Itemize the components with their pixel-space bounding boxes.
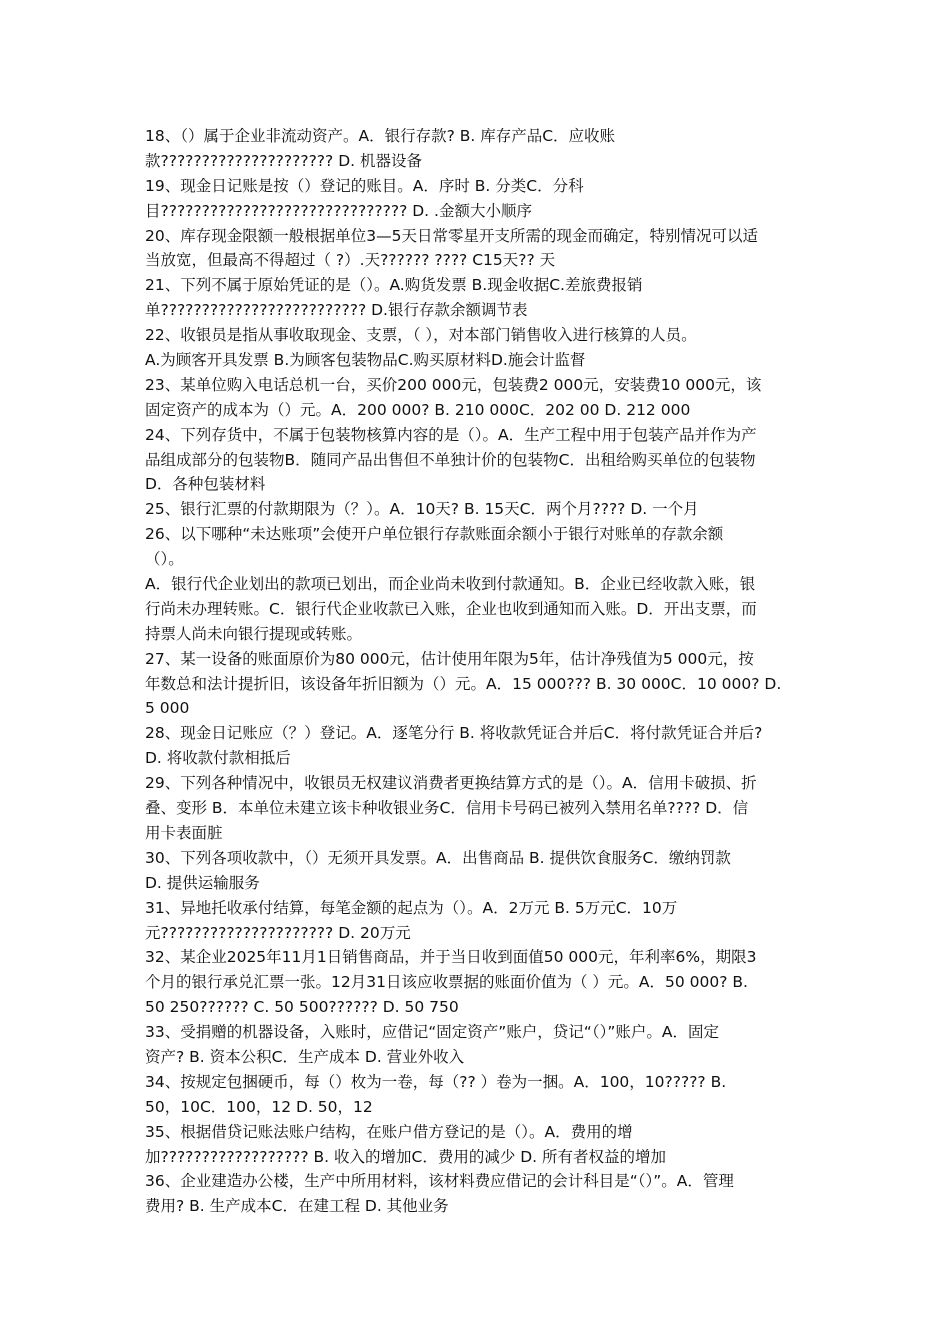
text-line: 24、下列存货中，不属于包装物核算内容的是（）。A．生产工程中用于包装产品并作为产	[145, 425, 757, 444]
text-line: 持票人尚未向银行提现或转账。	[145, 624, 363, 643]
text-line: A.为顾客开具发票 B.为顾客包装物品C.购买原材料D.施会计监督	[145, 351, 586, 370]
text-line: 当放宽，但最高不得超过（ ?）.天?????? ???? C15天?? 天	[145, 251, 556, 270]
text-line: 5 000	[145, 699, 190, 718]
text-line: 21、下列不属于原始凭证的是（）。A.购货发票 B.现金收据C.差旅费报销	[145, 276, 643, 295]
text-line: 20、库存现金限额一般根据单位3—5天日常零星开支所需的现金而确定，特别情况可以适	[145, 226, 758, 245]
text-line: 个月的银行承兑汇票一张。12月31日该应收票据的账面价值为（ ）元。A．50 000? B.	[145, 973, 748, 992]
text-line: 18、（）属于企业非流动资产。A．银行存款? B. 库存产品C．应收账	[145, 127, 616, 145]
text-line: 资产? B. 资本公积C．生产成本 D. 营业外收入	[145, 1047, 465, 1066]
question-list	[145, 124, 817, 1219]
text-line: 元????????????????????? D. 20万元	[145, 923, 411, 942]
text-line: 单????????????????????????? D.银行存款余额调节表	[145, 301, 528, 320]
text-line: A．银行代企业划出的款项已划出，而企业尚未收到付款通知。B．企业已经收款入账，银	[145, 575, 756, 594]
text-line: 31、异地托收承付结算，每笔金额的起点为（）。A．2万元 B. 5万元C．10万	[145, 898, 678, 917]
text-line: 固定资产的成本为（）元。A．200 000? B. 210 000C．202 00 D. 212 000	[145, 400, 691, 419]
text-line: 费用? B. 生产成本C．在建工程 D. 其他业务	[145, 1197, 449, 1216]
text-line: 28、现金日记账应（？）登记。A．逐笔分行 B. 将收款凭证合并后C．将付款凭证合并后?	[145, 724, 763, 743]
text-line: 26、以下哪种“未达账项”会使开户单位银行存款账面余额小于银行对账单的存款余额	[145, 525, 724, 544]
text-line: 19、现金日记账是按（）登记的账目。A．序时 B. 分类C．分科	[145, 176, 584, 195]
text-line: 22、收银员是指从事收取现金、支票，（ ），对本部门销售收入进行核算的人员。	[145, 326, 697, 345]
text-line: 30、下列各项收款中，（）无须开具发票。A．出售商品 B. 提供饮食服务C．缴纳罚款	[145, 848, 731, 867]
text-line: 23、某单位购入电话总机一台，买价200 000元，包装费2 000元，安装费10 000元，该	[145, 375, 762, 394]
text-line: 年数总和法计提折旧，该设备年折旧额为（）元。A．15 000??? B. 30 000C．10 000? D.	[145, 674, 782, 693]
text-line: （）。	[145, 550, 184, 569]
text-line: 50，10C．100，12 D. 50，12	[145, 1097, 373, 1116]
text-line: 35、根据借贷记账法账户结构，在账户借方登记的是（）。A．费用的增	[145, 1122, 633, 1141]
text-line: 用卡表面脏	[145, 823, 223, 842]
text-line: 品组成部分的包装物B．随同产品出售但不单独计价的包装物C．出租给购买单位的包装物	[145, 450, 756, 469]
text-line: D. 提供运输服务	[145, 873, 260, 892]
text-line: 27、某一设备的账面原价为80 000元，估计使用年限为5年，估计净残值为5 000元，按	[145, 649, 754, 668]
text-line: D. 将收款付款相抵后	[145, 749, 291, 768]
text-line: 29、下列各种情况中，收银员无权建议消费者更换结算方式的是（）。A．信用卡破损、折	[145, 774, 757, 793]
text-line: 50 250?????? C. 50 500?????? D. 50 750	[145, 998, 459, 1017]
text-line: 目?????????????????????????????? D. .金额大小顺序	[145, 201, 532, 220]
text-line: 36、企业建造办公楼，生产中所用材料，该材料费应借记的会计科目是“（）”。A．管理	[145, 1172, 734, 1191]
text-line: 33、受捐赠的机器设备，入账时，应借记“固定资产”账户，贷记“（）”账户。A．固定	[145, 1023, 719, 1042]
text-line: 32、某企业2025年11月1日销售商品，并于当日收到面值50 000元，年利率6%，期限3	[145, 948, 757, 967]
text-line: 34、按规定包捆硬币，每（）枚为一卷，每（?? ）卷为一捆。A．100，10????? B.	[145, 1072, 727, 1091]
text-line: 行尚未办理转账。C．银行代企业收款已入账，企业也收到通知而入账。D．开出支票，而	[145, 599, 757, 618]
text-line: 叠、变形 B．本单位未建立该卡种收银业务C．信用卡号码已被列入禁用名单???? D．信	[145, 799, 749, 818]
text-line: 25、银行汇票的付款期限为（？）。A．10天? B. 15天C．两个月???? D. 一个月	[145, 500, 699, 519]
text-line: 加?????????????????? B. 收入的增加C．费用的减少 D. 所有者权益的增加	[145, 1147, 667, 1166]
text-line: 款????????????????????? D. 机器设备	[145, 151, 422, 170]
text-line: D．各种包装材料	[145, 475, 266, 494]
